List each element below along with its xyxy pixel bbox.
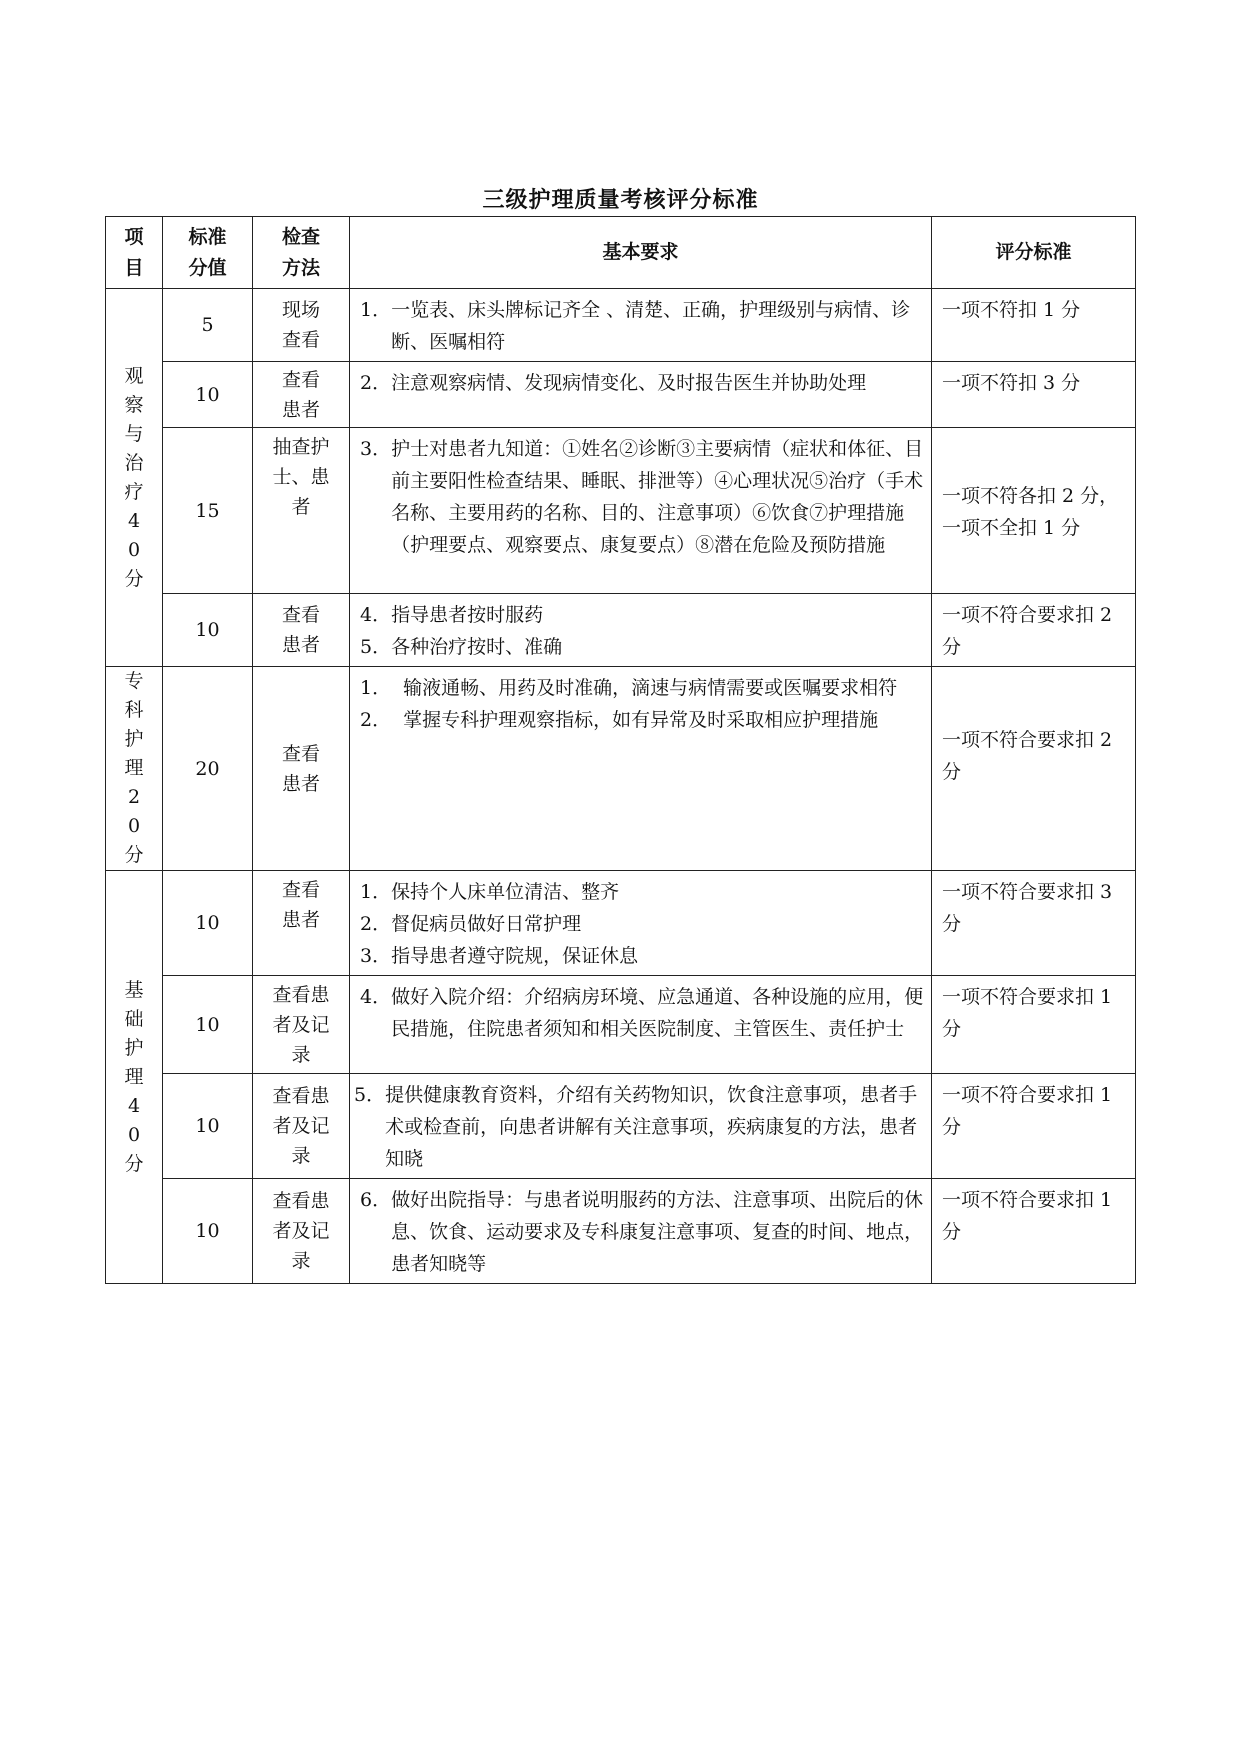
method-cell: 查看患者 [253, 871, 350, 976]
method-cell: 查看患者及记录 [253, 976, 350, 1074]
document-title: 三级护理质量考核评分标准 [482, 188, 759, 213]
table-row [106, 667, 1136, 871]
table-row [106, 362, 1136, 428]
score-cell: 10 [163, 1074, 253, 1179]
method-cell: 查看患者 [253, 362, 350, 428]
score-cell: 20 [163, 667, 253, 871]
requirement-item: 2． 掌握专科护理观察指标，如有异常及时采取相应护理措施 [360, 709, 879, 731]
score-cell: 5 [163, 289, 253, 362]
requirement-item: 4． 做好入院介绍：介绍病房环境、应急通道、各种设施的应用，便民措施，住院患者须知和相关医院制度、主管医生、责任护士 [360, 986, 924, 1040]
table-row [106, 428, 1136, 594]
requirement-item: 1． 输液通畅、用药及时准确，滴速与病情需要或医嘱要求相符 [360, 677, 898, 699]
requirements-cell [350, 428, 932, 594]
score-cell: 10 [163, 594, 253, 667]
requirements-cell [350, 594, 932, 667]
requirements-cell [350, 1074, 932, 1179]
requirement-item: 2． 督促病员做好日常护理 [360, 913, 582, 935]
header-method: 检查方法 [253, 217, 350, 289]
criteria-cell: 一项不符合要求扣 1 分 [932, 1179, 1136, 1284]
criteria-cell: 一项不符扣 1 分 [932, 289, 1136, 362]
criteria-cell: 一项不符合要求扣 2 分 [932, 594, 1136, 667]
table-row [106, 289, 1136, 362]
category-cell: 基础护理40分 [106, 871, 163, 1284]
criteria-cell: 一项不符合要求扣 2 分 [932, 667, 1136, 871]
table-row [106, 1179, 1136, 1284]
requirements-cell [350, 976, 932, 1074]
requirement-item: 3． 指导患者遵守院规，保证休息 [360, 945, 639, 967]
score-cell: 10 [163, 976, 253, 1074]
score-cell: 10 [163, 362, 253, 428]
method-cell: 查看患者 [253, 594, 350, 667]
requirement-item: 3． 护士对患者九知道：①姓名②诊断③主要病情（症状和体征、目前主要阳性检查结果、睡眠、排泄等）④心理状况⑤治疗（手术名称、主要用药的名称、目的、注意事项）⑥饮食⑦护理措施（护理要点、观察要点、康复要点）⑧潜在危险及预防措施 [360, 438, 924, 556]
requirement-item: 6． 做好出院指导：与患者说明服药的方法、注意事项、出院后的休息、饮食、运动要求及专科康复注意事项、复查的时间、地点，患者知晓等 [360, 1189, 924, 1275]
method-cell: 查看患者 [253, 667, 350, 871]
criteria-cell: 一项不符各扣 2 分，一项不全扣 1 分 [932, 428, 1136, 594]
header-row [106, 217, 1136, 289]
score-cell: 15 [163, 428, 253, 594]
table-row [106, 594, 1136, 667]
header-item: 项目 [106, 217, 163, 289]
method-cell: 查看患者及记录 [253, 1074, 350, 1179]
method-cell: 查看患者及记录 [253, 1179, 350, 1284]
requirement-item: 1． 保持个人床单位清洁、整齐 [360, 881, 620, 903]
requirements-cell [350, 871, 932, 976]
requirement-item: 1． 一览表、床头牌标记齐全 、清楚、正确，护理级别与病情、诊断、医嘱相符 [360, 299, 911, 353]
requirement-item: 2． 注意观察病情、发现病情变化、及时报告医生并协助处理 [360, 372, 867, 394]
criteria-cell: 一项不符扣 3 分 [932, 362, 1136, 428]
criteria-cell: 一项不符合要求扣 3 分 [932, 871, 1136, 976]
requirements-cell [350, 667, 932, 871]
table-row [106, 1074, 1136, 1179]
table-row [106, 871, 1136, 976]
score-cell: 10 [163, 1179, 253, 1284]
requirement-item: 5． 各种治疗按时、准确 [360, 636, 563, 658]
score-cell: 10 [163, 871, 253, 976]
requirement-item: 5． 提供健康教育资料，介绍有关药物知识，饮食注意事项，患者手术或检查前，向患者讲解有关注意事项，疾病康复的方法，患者知晓 [354, 1084, 918, 1170]
table-row [106, 976, 1136, 1074]
method-cell: 现场查看 [253, 289, 350, 362]
category-cell: 专科护理20分 [106, 667, 163, 871]
category-cell: 观察与治疗40分 [106, 289, 163, 667]
header-criteria: 评分标准 [932, 217, 1136, 289]
criteria-cell: 一项不符合要求扣 1 分 [932, 1074, 1136, 1179]
requirements-cell [350, 362, 932, 428]
requirements-cell [350, 1179, 932, 1284]
criteria-cell: 一项不符合要求扣 1 分 [932, 976, 1136, 1074]
requirements-cell [350, 289, 932, 362]
header-requirements: 基本要求 [350, 217, 932, 289]
method-cell: 抽查护士、患者 [253, 428, 350, 594]
header-score: 标准分值 [163, 217, 253, 289]
requirement-item: 4． 指导患者按时服药 [360, 604, 544, 626]
scoring-table [105, 216, 1136, 1284]
